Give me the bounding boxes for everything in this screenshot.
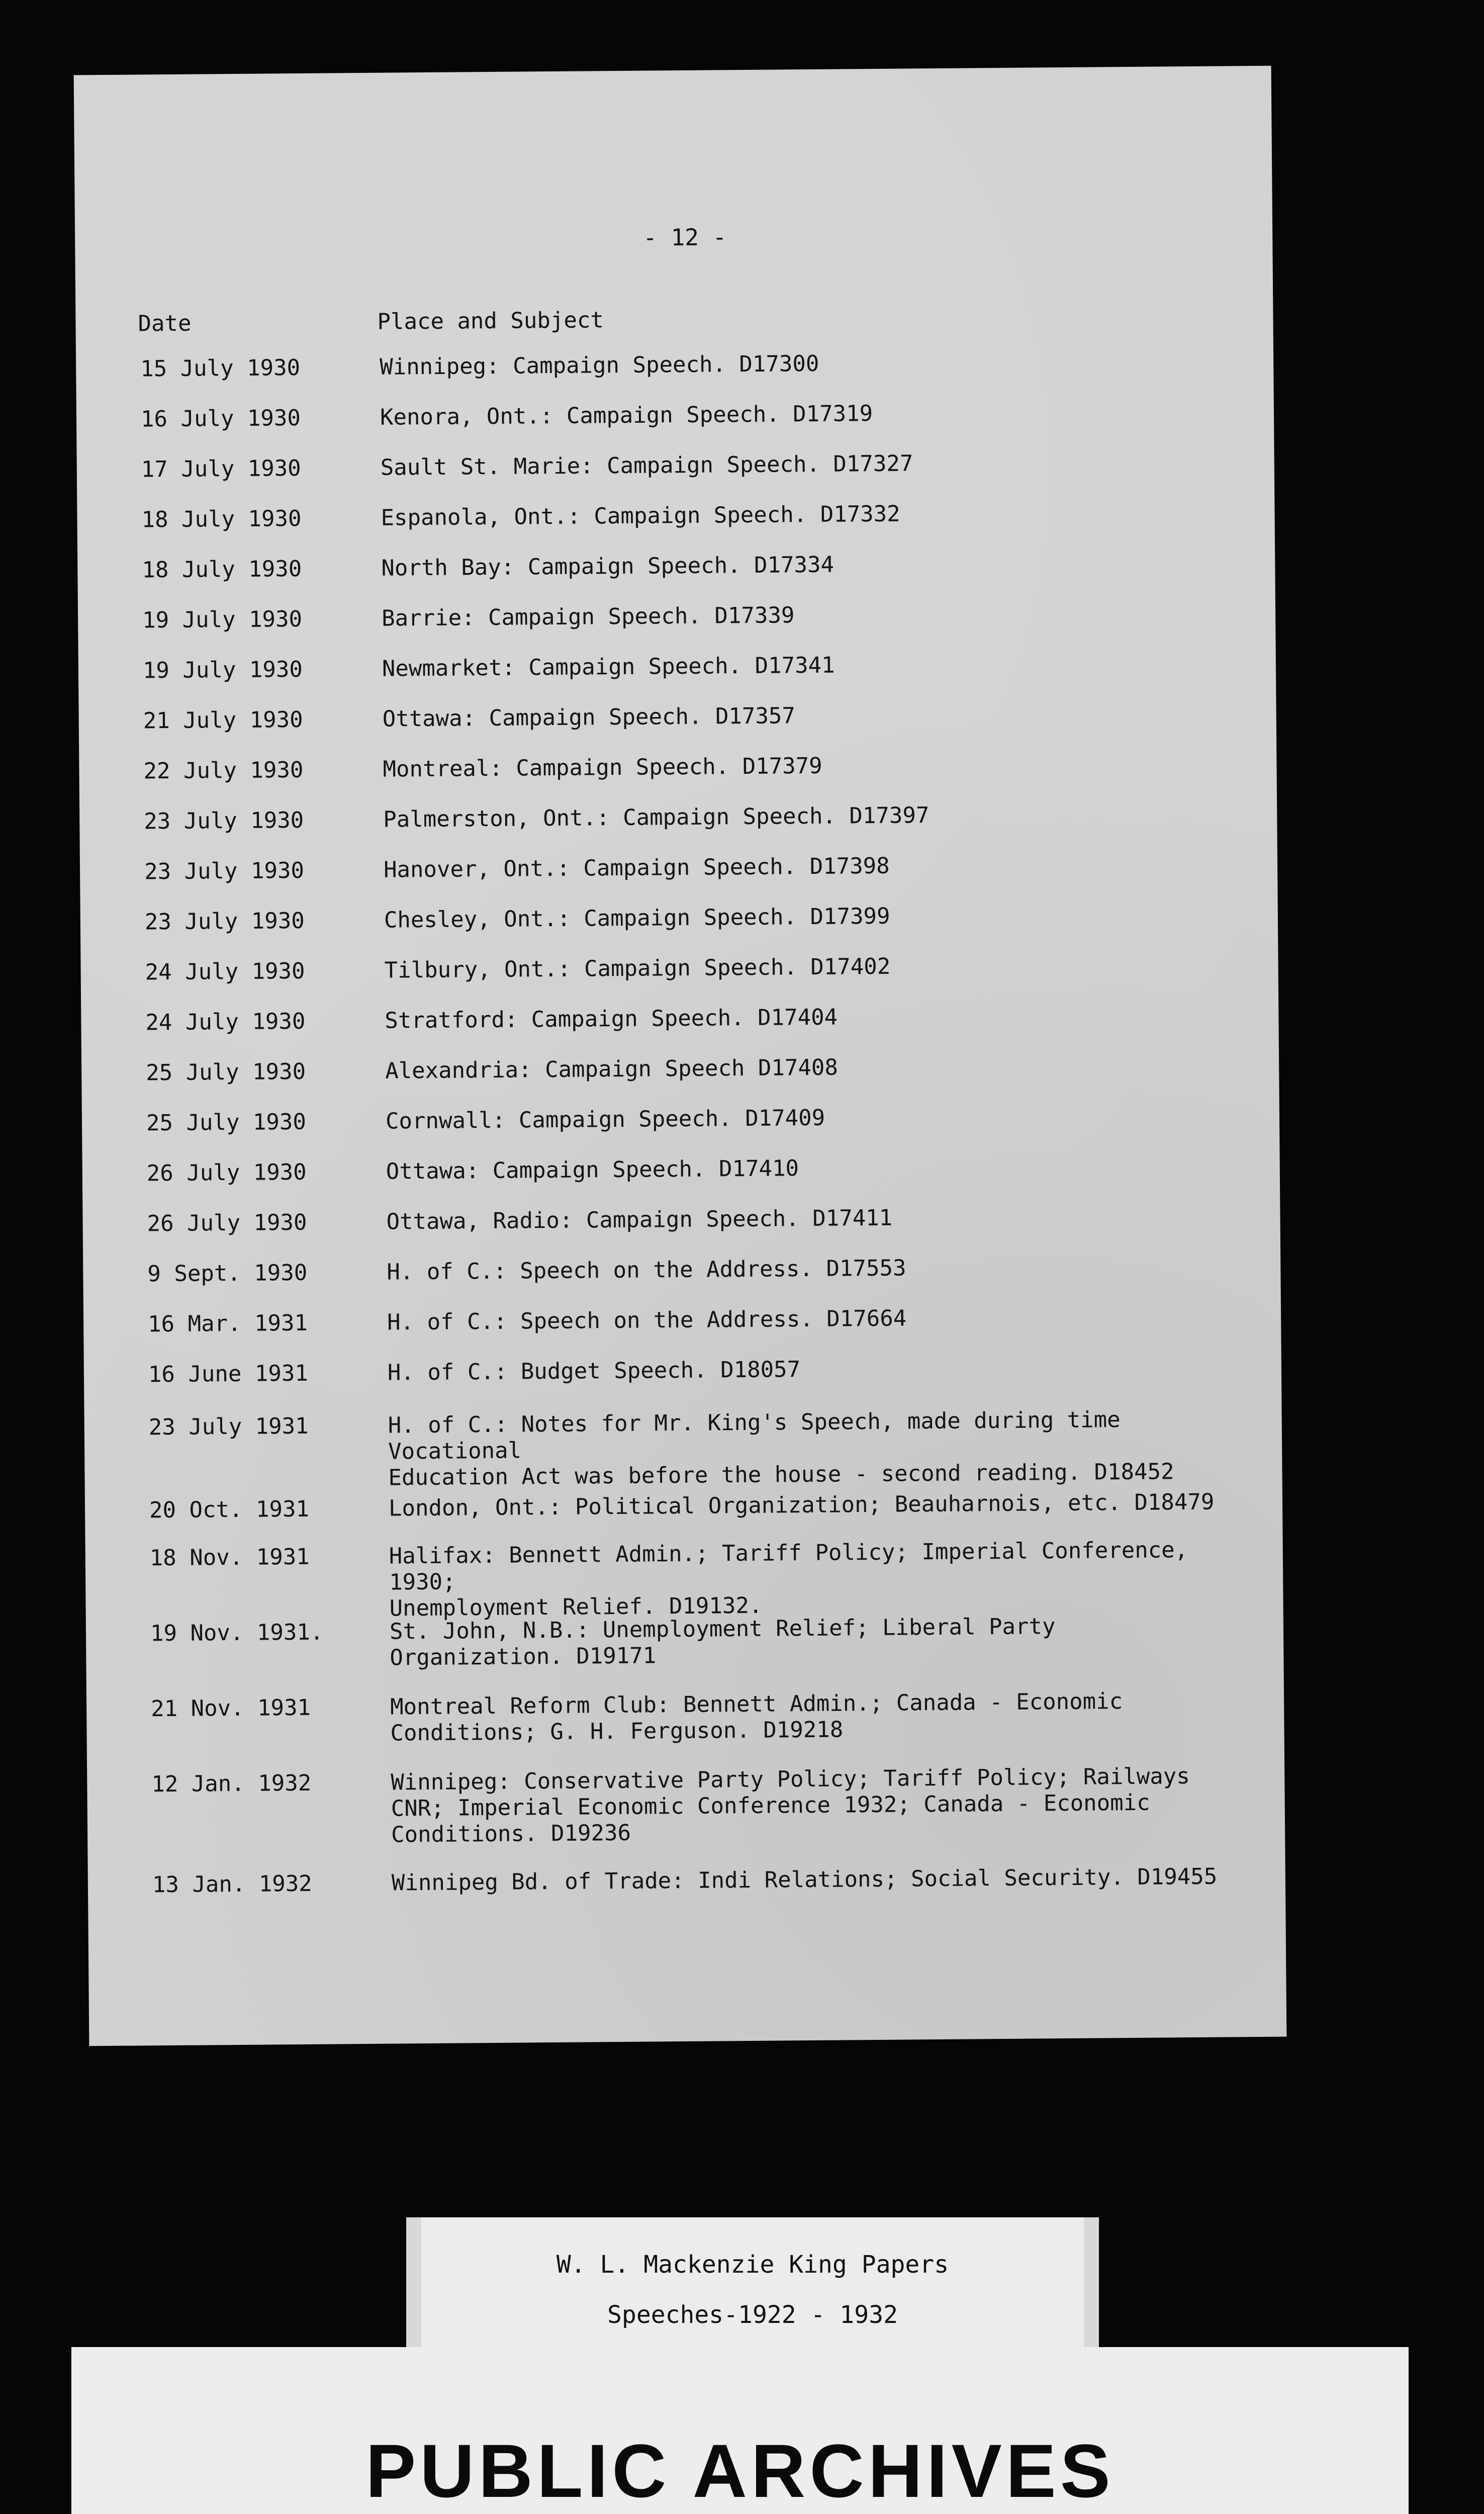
speech-entry — [86, 1687, 1284, 1746]
speech-entry — [80, 901, 1278, 935]
speech-entry — [79, 699, 1276, 734]
speech-entry — [85, 1489, 1282, 1523]
entry-date: 23 July 1931 — [148, 1413, 309, 1441]
entry-date: 18 July 1930 — [142, 556, 302, 583]
entry-description: Kenora, Ont.: Campaign Speech. D17319 — [380, 400, 873, 430]
speech-entry — [81, 1051, 1279, 1086]
entry-date: 19 July 1930 — [142, 606, 303, 634]
speech-entry — [77, 549, 1275, 583]
entry-description: Barrie: Campaign Speech. D17339 — [381, 602, 795, 632]
entry-date: 19 Nov. 1931. — [150, 1619, 324, 1647]
speech-entry — [77, 448, 1274, 483]
entry-date: 20 Oct. 1931 — [149, 1496, 310, 1523]
entry-description: St. John, N.B.: Unemployment Relief; Liberal Party Organization. D19171 — [389, 1613, 1056, 1671]
entry-date: 17 July 1930 — [141, 455, 301, 483]
entry-description: Cornwall: Campaign Speech. D17409 — [385, 1105, 825, 1134]
speech-entry — [81, 1001, 1278, 1036]
entry-description: Ottawa: Campaign Speech. D17357 — [382, 703, 796, 732]
speech-entry — [76, 347, 1273, 382]
entry-description: North Bay: Campaign Speech. D17334 — [381, 552, 834, 581]
entry-date: 21 Nov. 1931 — [150, 1694, 311, 1722]
speech-entry — [80, 850, 1277, 885]
speech-entry — [83, 1303, 1281, 1337]
entry-date: 24 July 1930 — [145, 958, 305, 985]
entry-date: 15 July 1930 — [140, 354, 301, 382]
entry-date: 25 July 1930 — [146, 1109, 307, 1136]
entry-date: 19 July 1930 — [142, 656, 303, 684]
speech-entry — [79, 800, 1277, 835]
entry-date: 26 July 1930 — [147, 1209, 307, 1237]
entry-description: Hanover, Ont.: Campaign Speech. D17398 — [383, 853, 890, 883]
place-column-header: Place and Subject — [377, 307, 604, 335]
entry-date: 13 Jan. 1932 — [152, 1870, 312, 1898]
collection-title: W. L. Mackenzie King Papers — [556, 2251, 949, 2279]
entry-description: Tilbury, Ont.: Campaign Speech. D17402 — [384, 953, 891, 983]
speech-entry — [78, 599, 1275, 634]
entry-date: 26 July 1930 — [146, 1159, 307, 1187]
page-number: - 12 - — [643, 223, 727, 251]
speech-entry — [83, 1252, 1280, 1287]
entry-date: 16 June 1931 — [148, 1360, 309, 1388]
entry-date: 9 Sept. 1930 — [147, 1260, 308, 1287]
entry-description: H. of C.: Budget Speech. D18057 — [387, 1357, 801, 1386]
speech-entry — [78, 649, 1276, 684]
entry-date: 23 July 1930 — [144, 908, 305, 935]
entry-description: Newmarket: Campaign Speech. D17341 — [382, 652, 835, 682]
entry-date: 12 Jan. 1932 — [151, 1770, 312, 1798]
entry-description: Alexandria: Campaign Speech D17408 — [385, 1054, 839, 1084]
speech-entry — [88, 1863, 1285, 1898]
speech-entry — [87, 1763, 1284, 1848]
archives-banner-line1: PUBLIC ARCHIVES — [365, 2429, 1115, 2513]
entry-description: Winnipeg: Campaign Speech. D17300 — [380, 350, 819, 380]
speech-entry — [82, 1202, 1280, 1237]
entry-date: 18 July 1930 — [141, 505, 302, 533]
collection-label — [421, 2217, 1084, 2363]
speech-entry — [82, 1102, 1279, 1136]
entry-description: Montreal: Campaign Speech. D17379 — [383, 753, 822, 782]
speech-entry — [77, 498, 1274, 533]
entry-description: H. of C.: Notes for Mr. King's Speech, made during time Vocational Education Act was before the house - second reading. D18452 — [388, 1407, 1174, 1491]
speech-entry — [76, 398, 1274, 432]
entry-description: Montreal Reform Club: Bennett Admin.; Canada - Economic Conditions; G. H. Ferguson. D19218 — [390, 1688, 1123, 1746]
entry-date: 24 July 1930 — [145, 1008, 306, 1036]
speech-entry — [84, 1353, 1281, 1388]
entry-description: London, Ont.: Political Organization; Beauharnois, etc. D18479 — [388, 1489, 1215, 1521]
entry-description: H. of C.: Speech on the Address. D17664 — [387, 1305, 907, 1335]
entry-date: 16 Mar. 1931 — [147, 1310, 308, 1337]
collection-subtitle: Speeches-1922 - 1932 — [607, 2301, 898, 2329]
entry-description: H. of C.: Speech on the Address. D17553 — [387, 1255, 906, 1285]
entry-description: Ottawa, Radio: Campaign Speech. D17411 — [386, 1205, 893, 1235]
date-column-header: Date — [138, 310, 192, 337]
entry-date: 21 July 1930 — [143, 706, 303, 734]
entry-description: Winnipeg: Conservative Party Policy; Tariff Policy; Railways CNR; Imperial Economic Conference 1932; Canada - Economic Conditions. D19236 — [391, 1763, 1190, 1848]
entry-date: 23 July 1930 — [144, 807, 304, 835]
entry-description: Stratford: Campaign Speech. D17404 — [385, 1004, 838, 1034]
speech-entry — [80, 951, 1278, 985]
speech-entry — [85, 1537, 1283, 1622]
entry-description: Halifax: Bennett Admin.; Tariff Policy; Imperial Conference, 1930; Unemployment Relief. D19132. — [389, 1537, 1188, 1622]
speech-entry — [82, 1152, 1280, 1187]
entry-date: 22 July 1930 — [143, 757, 304, 784]
entry-date: 23 July 1930 — [144, 857, 305, 885]
entry-description: Ottawa: Campaign Speech. D17410 — [386, 1155, 799, 1185]
entry-description: Espanola, Ont.: Campaign Speech. D17332 — [381, 501, 900, 531]
entry-date: 25 July 1930 — [146, 1058, 306, 1086]
archives-banner — [71, 2347, 1409, 2514]
speech-entry — [79, 750, 1276, 784]
entry-description: Winnipeg Bd. of Trade: Indi Relations; Social Security. D19455 — [391, 1863, 1218, 1896]
entry-date: 16 July 1930 — [140, 405, 301, 432]
speech-entry — [84, 1406, 1282, 1491]
entry-description: Palmerston, Ont.: Campaign Speech. D17397 — [383, 802, 930, 833]
document-page — [74, 66, 1287, 2046]
entry-description: Chesley, Ont.: Campaign Speech. D17399 — [384, 903, 890, 933]
entry-date: 18 Nov. 1931 — [149, 1544, 310, 1571]
entry-description: Sault St. Marie: Campaign Speech. D17327 — [380, 451, 913, 481]
